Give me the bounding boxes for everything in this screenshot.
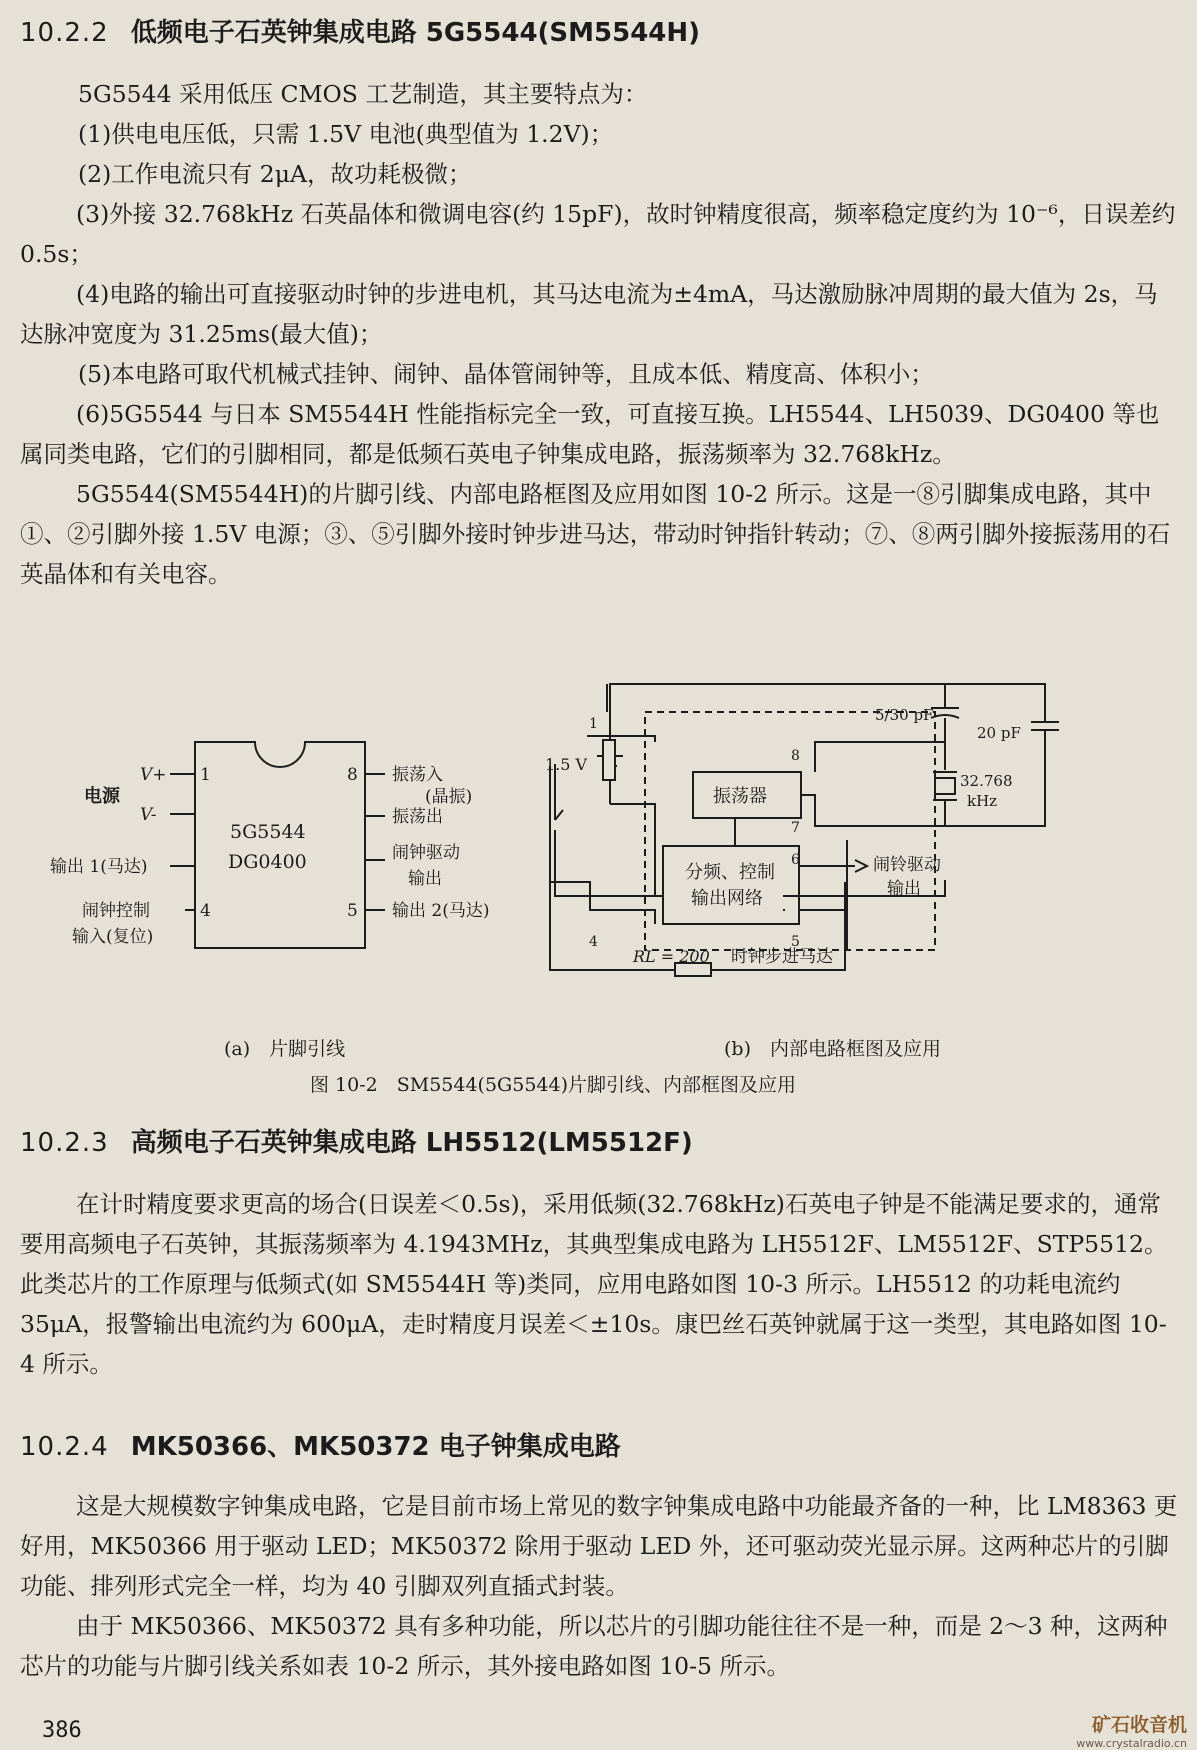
chip-name-1: 5G5544 — [230, 821, 306, 843]
hf-paragraph: 在计时精度要求更高的场合(日误差＜0.5s)，采用低频(32.768kHz)石英电子钟是不能满足要求的，通常要用高频电子石英钟，其振荡频率为 4.1943MHz，其典型集成电路为 LH5512F、LM5512F、STP5512。此类芯片的工作原理与低频式(如 SM5544H 等)类同，应用电路如图 10-3 所示。LH5512 的功耗电流约 35μA，报警输出电流约为 600μA，走时精度月误差＜±10s。康巴丝石英钟就属于这一类型，其电路如图 10-4 所示。 — [20, 1190, 1168, 1378]
alarm-drv-label-1: 闹钟驱动 — [392, 843, 460, 863]
pin-description: 5G5544(SM5544H)的片脚引线、内部电路框图及应用如图 10-2 所示。这是一⑧引脚集成电路，其中①、②引脚外接 1.5V 电源；③、⑤引脚外接时钟步进马达，带动时钟指针转动；⑦、⑧两引脚外接振荡用的石英晶体和有关电容。 — [20, 480, 1171, 588]
pin-4-label: 4 — [200, 901, 211, 921]
divider-label-2: 输出网络 — [691, 888, 763, 909]
mk-paragraph-2: 由于 MK50366、MK50372 具有多种功能，所以芯片的引脚功能往往不是一种，而是 2～3 种，这两种芯片的功能与片脚引线关系如表 10-2 所示，其外接电路如图 10-5 所示。 — [20, 1612, 1168, 1680]
osc-in-label: 振荡入 — [392, 765, 443, 785]
power-label: 电源 — [84, 786, 120, 807]
section-title: 低频电子石英钟集成电路 5G5544(SM5544H) — [130, 18, 701, 48]
figure-b-block-diagram — [535, 670, 1075, 1000]
alarm-output-label-2: 输出 — [887, 879, 921, 899]
intro-text: 5G5544 采用低压 CMOS 工艺制造，其主要特点为： — [78, 80, 648, 108]
node-6: 6 — [791, 852, 800, 868]
figure-b-caption: (b) 内部电路框图及应用 — [724, 1038, 941, 1060]
cap-20-label: 20 pF — [977, 724, 1021, 742]
feature-3: (3)外接 32.768kHz 石英晶体和微调电容(约 15pF)，故时钟精度很高，频率稳定度约为 10⁻⁶，日误差约 0.5s； — [20, 200, 1176, 268]
node-4: 4 — [589, 934, 598, 950]
node-5: 5 — [791, 934, 800, 950]
pin-5-label: 5 — [347, 901, 358, 921]
mk-paragraph-1: 这是大规模数字钟集成电路，它是目前市场上常见的数字钟集成电路中功能最齐备的一种，比 LM8363 更好用，MK50366 用于驱动 LED；MK50372 除用于驱动 LED 外，还可驱动荧光显示屏。这两种芯片的引脚功能、排列形式完全一样，均为 40 引脚双列直插式封装。 — [20, 1492, 1178, 1600]
node-1: 1 — [589, 716, 598, 732]
feature-4: (4)电路的输出可直接驱动时钟的步进电机，其马达电流为±4mA，马达激励脉冲周期的最大值为 2s，马达脉冲宽度为 31.25ms(最大值)； — [20, 280, 1158, 348]
alarm-ctrl-label-1: 闹钟控制 — [82, 901, 150, 921]
battery-label: 1.5 V — [545, 755, 588, 774]
section-heading-10-2-3 — [20, 1122, 693, 1159]
rl-label: RL = 200 — [633, 947, 710, 966]
section-number: 10.2.3 — [20, 1128, 109, 1158]
figure-a-caption: (a) 片脚引线 — [224, 1038, 346, 1060]
feature-1: (1)供电电压低，只需 1.5V 电池(典型值为 1.2V)； — [78, 120, 614, 148]
chip-name-2: DG0400 — [228, 851, 307, 873]
section-number: 10.2.2 — [20, 18, 109, 48]
pin-1-label: 1 — [200, 765, 211, 785]
chip-outline — [195, 742, 365, 948]
node-8: 8 — [791, 748, 800, 764]
feature-2: (2)工作电流只有 2μA，故功耗极微； — [78, 160, 472, 188]
feature-6: (6)5G5544 与日本 SM5544H 性能指标完全一致，可直接互换。LH5544、LH5039、DG0400 等也属同类电路，它们的引脚相同，都是低频石英电子钟集成电路，振荡频率为 32.768kHz。 — [20, 400, 1160, 468]
divider-label-1: 分频、控制 — [685, 862, 775, 883]
out2-label: 输出 2(马达) — [392, 901, 490, 921]
section-title: 高频电子石英钟集成电路 LH5512(LM5512F) — [130, 1128, 693, 1158]
crystal-label: (晶振) — [425, 787, 473, 807]
figure-a-pinout — [40, 720, 510, 960]
out1-label: 输出 1(马达) — [50, 857, 148, 877]
watermark-title: 矿石收音机 — [1091, 1714, 1187, 1736]
crystal-freq-2: kHz — [967, 792, 998, 810]
pin-8-label: 8 — [347, 765, 358, 785]
motor-label: 时钟步进马达 — [731, 947, 833, 967]
vminus-label: V- — [140, 805, 157, 825]
alarm-output-label-1: 闹铃驱动 — [873, 855, 941, 875]
figure-caption: 图 10-2 SM5544(5G5544)片脚引线、内部框图及应用 — [310, 1074, 796, 1096]
watermark-url: www.crystalradio.cn — [1076, 1737, 1187, 1750]
cap-530-label: 5/30 pF — [875, 706, 934, 724]
watermark — [1076, 1710, 1187, 1750]
node-7: 7 — [791, 820, 800, 836]
vplus-label: V+ — [140, 765, 167, 785]
crystal-freq-1: 32.768 — [960, 772, 1013, 790]
section-title: MK50366、MK50372 电子钟集成电路 — [130, 1432, 621, 1462]
feature-5: (5)本电路可取代机械式挂钟、闹钟、晶体管闹钟等，且成本低、精度高、体积小； — [78, 360, 934, 388]
internal-resistor — [603, 740, 615, 780]
alarm-ctrl-label-2: 输入(复位) — [72, 927, 154, 947]
section-number: 10.2.4 — [20, 1432, 109, 1462]
osc-out-label: 振荡出 — [392, 807, 443, 827]
alarm-drv-label-2: 输出 — [408, 869, 442, 889]
section-heading-10-2-2 — [20, 12, 700, 49]
section-heading-10-2-4 — [20, 1426, 621, 1463]
page-number: 386 — [42, 1718, 82, 1743]
oscillator-label: 振荡器 — [713, 786, 767, 807]
